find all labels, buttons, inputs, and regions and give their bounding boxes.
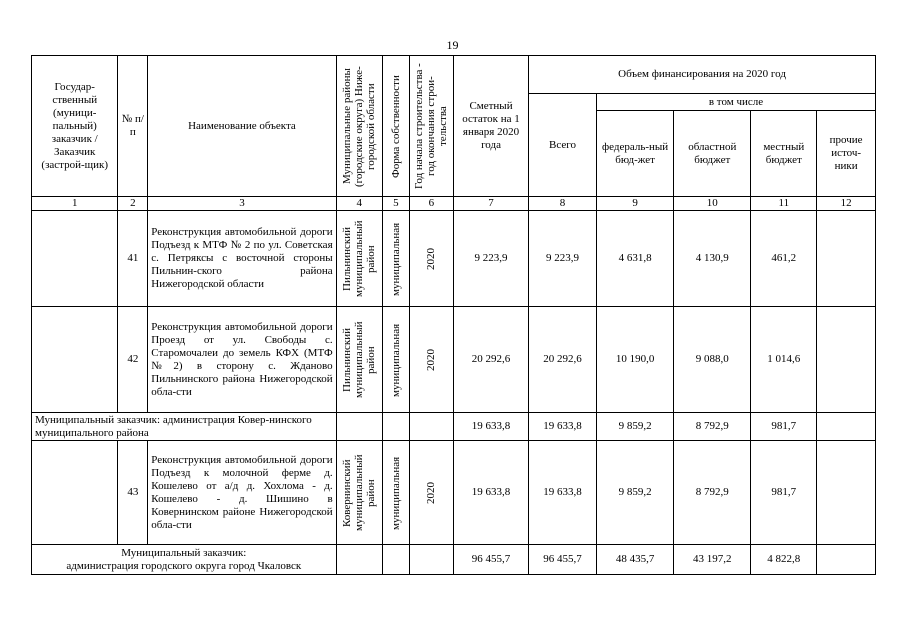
col-number: 8 (529, 197, 597, 211)
table-row (32, 211, 876, 307)
local: 461,2 (751, 211, 817, 307)
subtotal-row (32, 413, 876, 441)
table-row (32, 307, 876, 413)
regional: 4 130,9 (674, 211, 751, 307)
col-number: 12 (817, 197, 876, 211)
district: Пильнинский муниципальный район (341, 321, 378, 398)
col-number: 9 (597, 197, 674, 211)
header-total: Всего (529, 94, 597, 197)
subtotal-label: Муниципальный заказчик: администрация Ковер-нинского муниципального района (32, 413, 337, 441)
header-other: прочие источ-ники (817, 111, 876, 197)
years: 2020 (425, 247, 438, 270)
ownership: муниципальная (389, 322, 402, 397)
subtotal-label-line2: администрация городского округа город Чкаловск (66, 559, 302, 572)
local: 981,7 (751, 413, 817, 441)
header-num: № п/п (118, 56, 148, 197)
col-number: 10 (674, 197, 751, 211)
header-district: Муниципальные районы (городские округа) Ниже-городской области (341, 65, 378, 187)
federal: 10 190,0 (597, 307, 674, 413)
other (817, 211, 876, 307)
row-num: 43 (118, 441, 148, 545)
object-name: Реконструкция автомобильной дороги Подъезд к молочной ферме д. Кошелево от а/д д. Хохлома - д. Кошелево - д. Шишино в Ковернинском районе Нижегородской обла-сти (148, 441, 336, 545)
total: 19 633,8 (529, 413, 597, 441)
col-number: 4 (336, 197, 382, 211)
total: 19 633,8 (529, 441, 597, 545)
ownership: муниципальная (389, 221, 402, 296)
financing-table (31, 55, 876, 575)
row-num: 41 (118, 211, 148, 307)
remainder: 19 633,8 (453, 441, 528, 545)
header-financing: Объем финансирования на 2020 год (529, 56, 876, 94)
regional: 8 792,9 (674, 413, 751, 441)
row-num: 42 (118, 307, 148, 413)
local: 1 014,6 (751, 307, 817, 413)
header-object-name: Наименование объекта (148, 56, 336, 197)
regional: 43 197,2 (674, 545, 751, 575)
header-regional: областной бюджет (674, 111, 751, 197)
col-number: 11 (751, 197, 817, 211)
col-number: 2 (118, 197, 148, 211)
col-number: 7 (453, 197, 528, 211)
header-row (32, 56, 876, 94)
years: 2020 (425, 481, 438, 504)
subtotal-label-line1: Муниципальный заказчик: (121, 546, 247, 559)
header-customer: Государ-ственный (муници-пальный) заказчик / Заказчик (застрой-щик) (32, 56, 118, 197)
subtotal-row (32, 545, 876, 575)
header-ownership: Форма собственности (389, 74, 402, 178)
remainder: 9 223,9 (453, 211, 528, 307)
header-federal: федераль-ный бюд-жет (597, 111, 674, 197)
col-number: 1 (32, 197, 118, 211)
total: 9 223,9 (529, 211, 597, 307)
regional: 8 792,9 (674, 441, 751, 545)
remainder: 20 292,6 (453, 307, 528, 413)
federal: 4 631,8 (597, 211, 674, 307)
federal: 9 859,2 (597, 441, 674, 545)
total: 20 292,6 (529, 307, 597, 413)
local: 4 822,8 (751, 545, 817, 575)
col-number: 5 (382, 197, 409, 211)
district: Пильнинский муниципальный район (341, 220, 378, 297)
district: Ковернинский муниципальный район (341, 454, 378, 531)
total: 96 455,7 (529, 545, 597, 575)
regional: 9 088,0 (674, 307, 751, 413)
federal: 9 859,2 (597, 413, 674, 441)
local: 981,7 (751, 441, 817, 545)
remainder: 19 633,8 (453, 413, 528, 441)
header-years: Год начала строительства - год окончания строи-тельства (413, 63, 450, 189)
object-name: Реконструкция автомобильной дороги Проезд от ул. Свободы с. Старомочалеи до земель КФХ (МТФ №2) в сторону с. Жданово Пильнинского района Нижегородской обла-сти (148, 307, 336, 413)
header-remainder: Сметный остаток на 1 января 2020 года (453, 56, 528, 197)
object-name: Реконструкция автомобильной дороги Подъезд к МТФ № 2 по ул. Советская с. Петряксы с восточной стороны Пильнин-ского района Нижегородской области (148, 211, 336, 307)
column-numbers-row (32, 197, 876, 211)
years: 2020 (425, 348, 438, 371)
header-local: местный бюджет (751, 111, 817, 197)
federal: 48 435,7 (597, 545, 674, 575)
other (817, 441, 876, 545)
other (817, 307, 876, 413)
header-including: в том числе (597, 94, 876, 111)
col-number: 3 (148, 197, 336, 211)
remainder: 96 455,7 (453, 545, 528, 575)
page-number: 19 (446, 38, 459, 52)
table-row (32, 441, 876, 545)
ownership: муниципальная (389, 455, 402, 530)
col-number: 6 (409, 197, 453, 211)
